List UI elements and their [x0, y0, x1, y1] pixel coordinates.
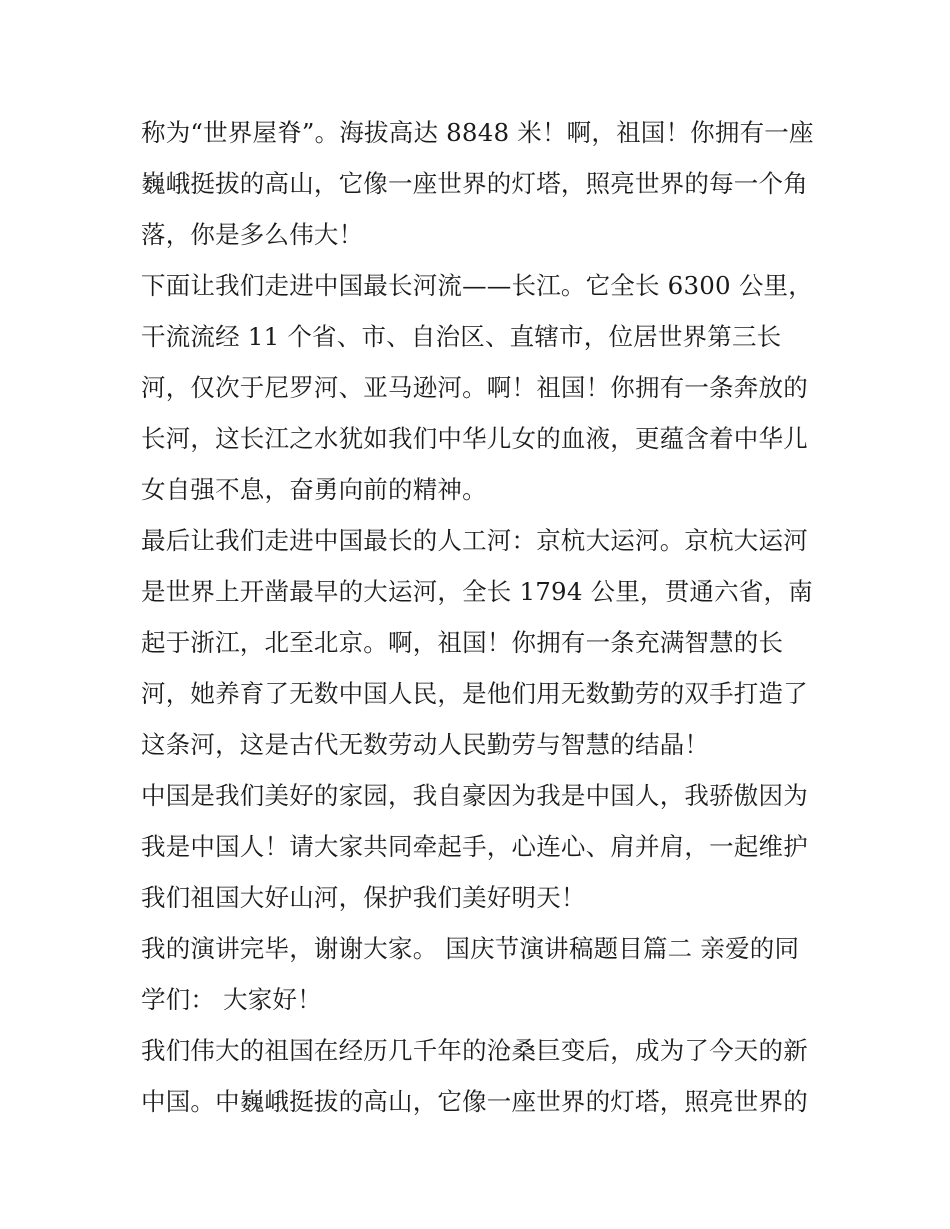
text-line: 起于浙江，北至北京。啊，祖国！你拥有一条充满智慧的长 — [141, 628, 784, 657]
body-text — [141, 107, 821, 1127]
text-line: 干流流经 11 个省、市、自治区、直辖市，位居世界第三长 — [141, 322, 782, 351]
text-line: 我们祖国大好山河，保护我们美好明天！ — [141, 883, 586, 912]
text-line: 是世界上开凿最早的大运河，全长 1794 公里，贯通六省，南 — [141, 577, 813, 606]
text-line: 落，你是多么伟大！ — [141, 220, 364, 249]
text-line: 最后让我们走进中国最长的人工河：京杭大运河。京杭大运河 — [141, 526, 808, 555]
text-line: 下面让我们走进中国最长河流——长江。它全长 6300 公里， — [141, 271, 813, 300]
text-line: 学们： 大家好！ — [141, 985, 322, 1014]
text-line: 女自强不息，奋勇向前的精神。 — [141, 475, 487, 504]
text-line: 我的演讲完毕，谢谢大家。 国庆节演讲稿题目篇二 亲爱的同 — [141, 934, 800, 963]
text-line: 中国。中巍峨挺拔的高山，它像一座世界的灯塔，照亮世界的 — [141, 1087, 808, 1116]
text-line: 河，仅次于尼罗河、亚马逊河。啊！祖国！你拥有一条奔放的 — [141, 373, 808, 402]
text-line: 称为“世界屋脊”。海拔高达 8848 米！啊，祖国！你拥有一座 — [141, 118, 814, 147]
text-line: 长河，这长江之水犹如我们中华儿女的血液，更蕴含着中华儿 — [141, 424, 808, 453]
text-line: 河，她养育了无数中国人民，是他们用无数勤劳的双手打造了 — [141, 679, 808, 708]
text-line: 巍峨挺拔的高山，它像一座世界的灯塔，照亮世界的每一个角 — [141, 169, 808, 198]
text-line: 这条河，这是古代无数劳动人民勤劳与智慧的结晶！ — [141, 730, 710, 759]
text-line: 中国是我们美好的家园，我自豪因为我是中国人，我骄傲因为 — [141, 781, 808, 810]
text-line: 我们伟大的祖国在经历几千年的沧桑巨变后，成为了今天的新 — [141, 1036, 808, 1065]
text-line: 我是中国人！请大家共同牵起手，心连心、肩并肩，一起维护 — [141, 832, 808, 861]
